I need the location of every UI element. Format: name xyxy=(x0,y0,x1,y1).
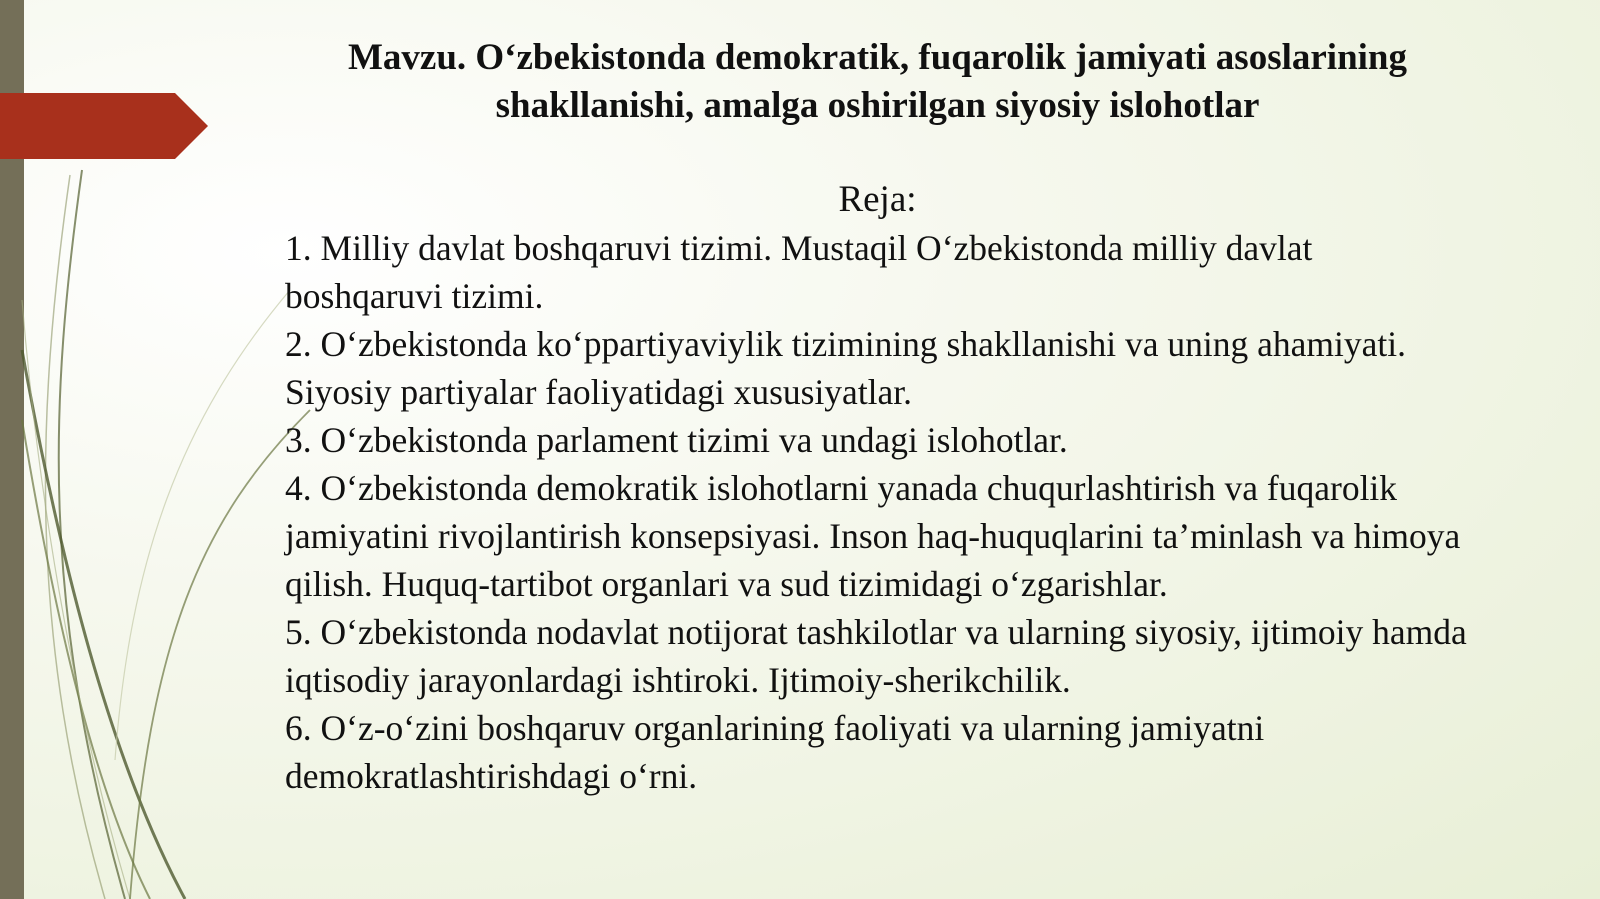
plan-item: 1. Milliy davlat boshqaruvi tizimi. Mustaqil O‘zbekistonda milliy davlat boshqaruvi tizimi. xyxy=(285,228,1313,316)
plan-item: 5. O‘zbekistonda nodavlat notijorat tashkilotlar va ularning siyosiy, ijtimoiy hamda iqtisodiy jarayonlardagi ishtiroki. Ijtimoiy-sherikchilik. xyxy=(285,612,1467,700)
plan-item: 3. O‘zbekistonda parlament tizimi va undagi islohotlar. xyxy=(285,420,1068,460)
plan-item: 4. O‘zbekistonda demokratik islohotlarni yanada chuqurlashtirish va fuqarolik jamiyatini rivojlantirish konsepsiyasi. Inson haq-huquqlarini ta’minlash va himoya qilish. Huquq-tartibot organlari va sud tizimidagi o‘zgarishlar. xyxy=(285,468,1461,604)
plan-list xyxy=(285,224,1470,800)
accent-arrow-banner xyxy=(0,93,210,159)
slide-title: Mavzu. O‘zbekistonda demokratik, fuqarolik jamiyati asoslarining shakllanishi, amalga oshirilgan siyosiy islohotlar xyxy=(347,37,1408,126)
plan-item: 2. O‘zbekistonda ko‘ppartiyaviylik tizimining shakllanishi va uning ahamiyati. Siyosiy partiyalar faoliyatidagi xususiyatlar. xyxy=(285,324,1406,412)
plan-heading: Reja: xyxy=(838,179,917,220)
plan-item: 6. O‘z-o‘zini boshqaruv organlarining faoliyati va ularning jamiyatni demokratlashtirishdagi o‘rni. xyxy=(285,708,1265,796)
